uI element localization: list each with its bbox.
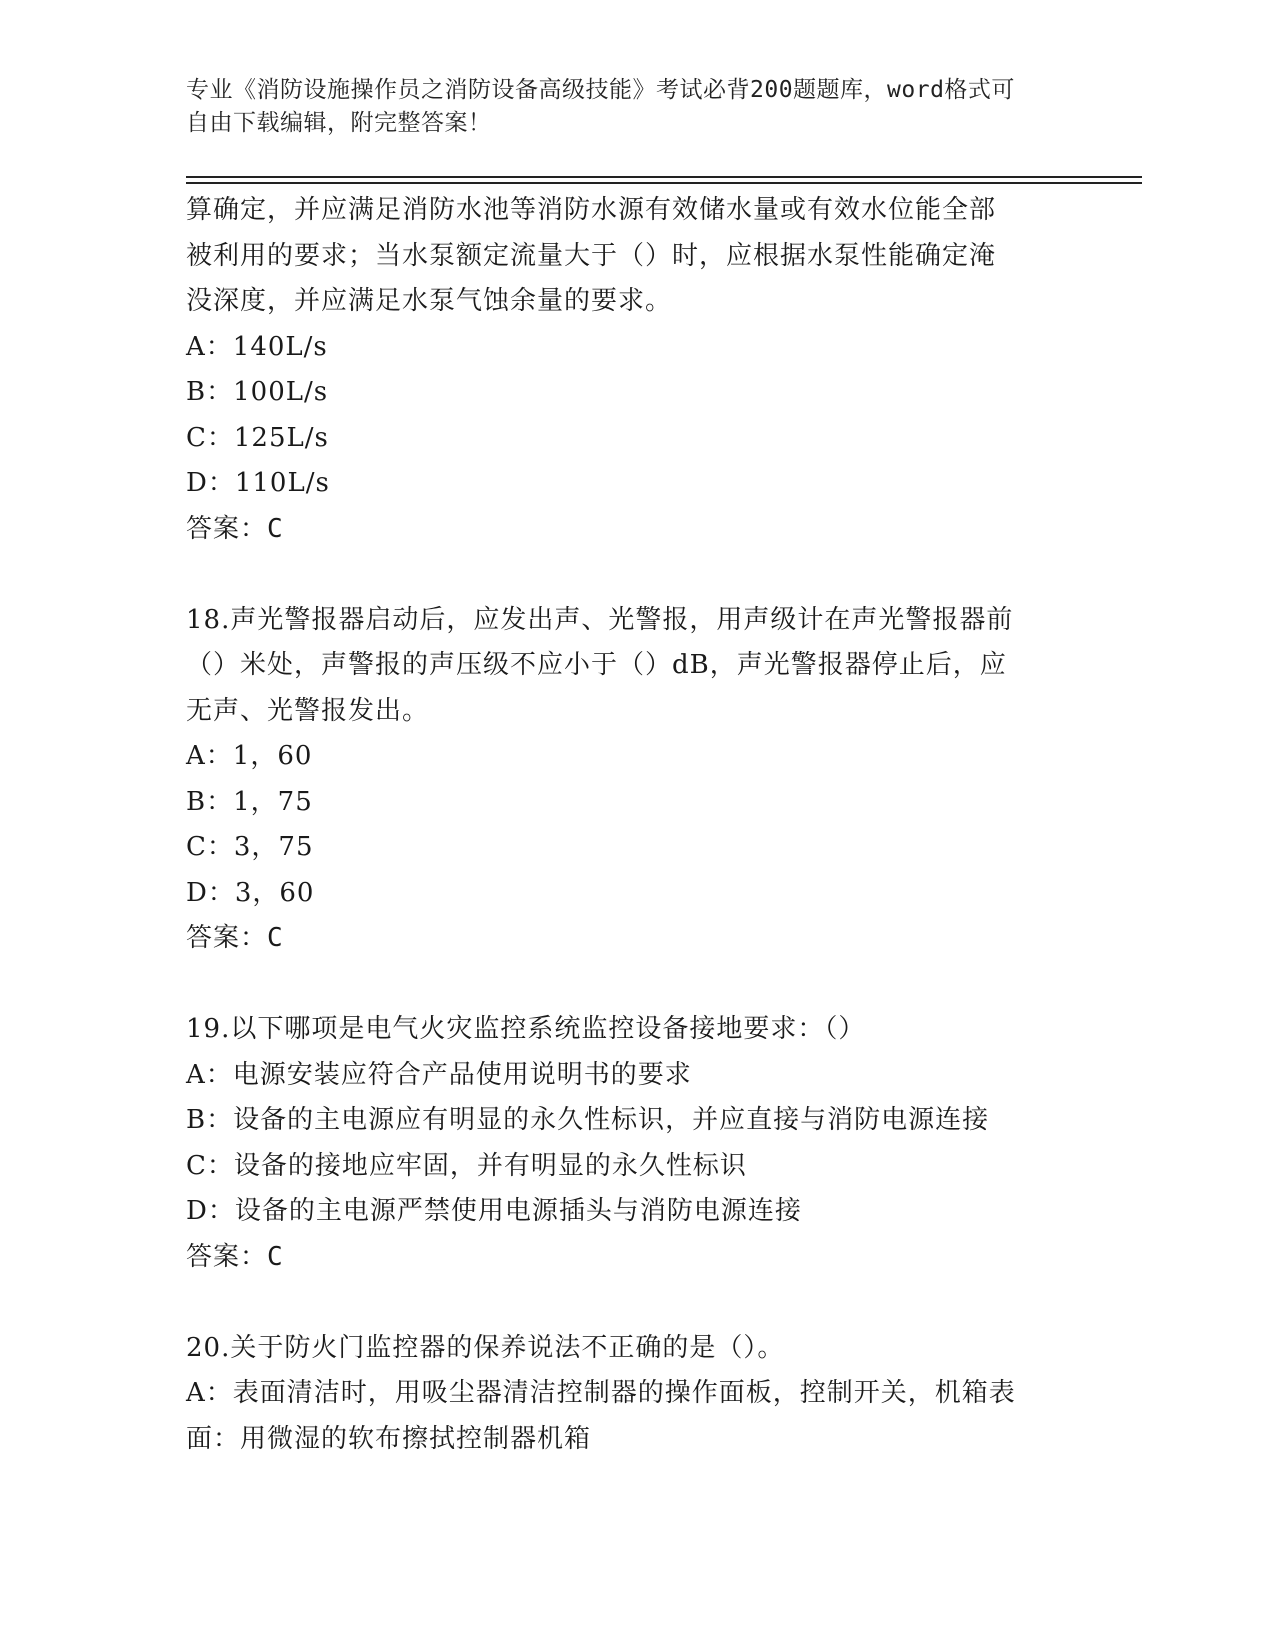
- header-line-1: 专业《消防设施操作员之消防设备高级技能》考试必背200题题库，word格式可: [186, 77, 1015, 103]
- option-b: B：100L/s: [186, 377, 329, 407]
- option-b: B：1，75: [186, 786, 313, 817]
- option-d: D：110L/s: [186, 468, 330, 498]
- option-a: A：140L/s: [186, 331, 328, 362]
- answer-line: 答案：C: [186, 923, 284, 953]
- option-a: A：电源安装应符合产品使用说明书的要求: [186, 1059, 692, 1090]
- option-c: C：125L/s: [186, 422, 329, 453]
- header-rule-top: [186, 176, 1142, 178]
- question-19: [186, 1007, 1086, 1280]
- spacer: [186, 1280, 1086, 1326]
- question-20: [186, 1326, 1086, 1463]
- question-stem-line: 18.声光警报器启动后，应发出声、光警报，用声级计在声光警报器前: [186, 604, 1014, 635]
- question-stem-line: （）米处，声警报的声压级不应小于（）dB，声光警报器停止后，应: [186, 650, 1007, 680]
- option-d: D：3，60: [186, 877, 315, 908]
- question-stem-line: 没深度，并应满足水泵气蚀余量的要求。: [186, 286, 673, 316]
- question-18: [186, 598, 1086, 962]
- option-b: B：设备的主电源应有明显的永久性标识，并应直接与消防电源连接: [186, 1105, 990, 1135]
- spacer: [186, 962, 1086, 1008]
- option-a: A：1，60: [186, 741, 313, 771]
- document-header: [186, 74, 1066, 140]
- option-c: C：3，75: [186, 832, 314, 862]
- answer-line: 答案：C: [186, 1241, 284, 1272]
- option-d: D：设备的主电源严禁使用电源插头与消防电源连接: [186, 1196, 802, 1226]
- spacer: [186, 552, 1086, 598]
- option-c: C：设备的接地应牢固，并有明显的永久性标识: [186, 1150, 747, 1181]
- question-stem-line: 20.关于防火门监控器的保养说法不正确的是（）。: [186, 1332, 785, 1363]
- question-17: [186, 188, 1086, 552]
- option-a: A：表面清洁时，用吸尘器清洁控制器的操作面板，控制开关，机箱表: [186, 1378, 1016, 1408]
- question-stem-line: 19.以下哪项是电气火灾监控系统监控设备接地要求：（）: [186, 1014, 866, 1044]
- answer-line: 答案：C: [186, 513, 284, 544]
- question-stem-line: 被利用的要求；当水泵额定流量大于（）时，应根据水泵性能确定淹: [186, 240, 997, 271]
- question-stem-line: 无声、光警报发出。: [186, 695, 430, 726]
- header-rule-bottom: [186, 182, 1142, 184]
- document-body: [186, 188, 1086, 1462]
- option-a-continued: 面：用微湿的软布擦拭控制器机箱: [186, 1423, 592, 1454]
- question-stem-line: 算确定，并应满足消防水池等消防水源有效储水量或有效水位能全部: [186, 195, 997, 225]
- header-line-2: 自由下载编辑，附完整答案！: [186, 110, 492, 136]
